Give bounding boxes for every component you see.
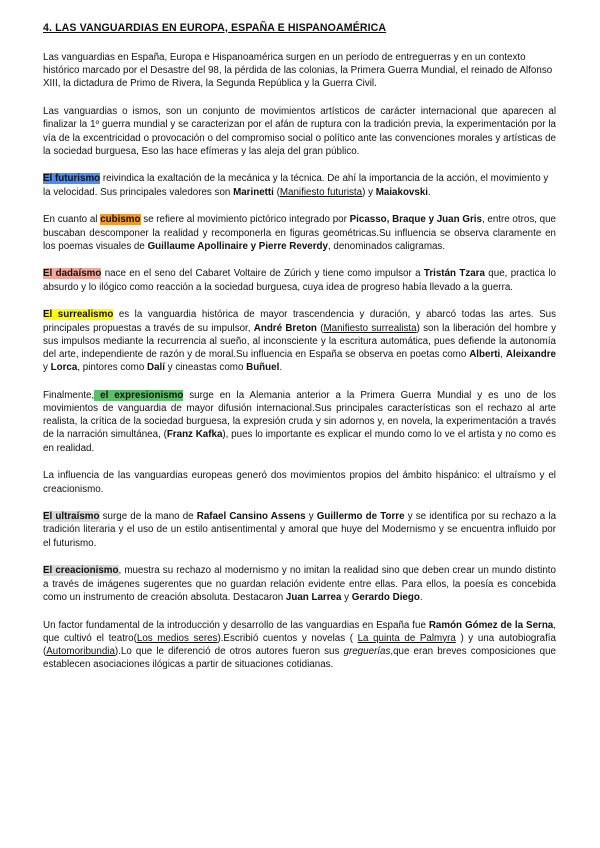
futurismo-highlight: El futurismo [43, 173, 101, 185]
surrealismo-paragraph: El surrealismo es la vanguardia histórica de mayor trascendencia y duración, y abarcó todas las artes. Sus principales propuestas a través de su impulsor, André Breton (Manifiesto surrealista) son la liberación del hombre y sus impulsos mediante la recurrencia al sueño, al inconsciente y la escritura automática, pues defiende la autonomía del arte, independiente de razón y de moral.Su influencia en España se observa en poetas como Alberti, Aleixandre y Lorca, pintores como Dalí y cineastas como Buñuel. [43, 309, 556, 374]
influencia-paragraph: La influencia de las vanguardias europeas generó dos movimientos propios del ámbito hispánico: el ultraísmo y el creacionismo. [43, 470, 556, 495]
manifesto-title: Manifiesto surrealista [323, 322, 417, 334]
work-title: La quinta de Palmyra [357, 632, 456, 644]
cubismo-paragraph: En cuanto al cubismo se refiere al movimiento pictórico integrado por Picasso, Braque y Juan Gris, entre otros, que buscaban descomponer la realidad y recomponerla en figuras geométricas.Su influencia se observa claramente en los poemas visuales de Guillaume Apollinaire y Pierre Reverdy, denominados caligramas. [43, 214, 557, 252]
intro-paragraph: Las vanguardias en España, Europa e Hispanoamérica surgen en un período de entreguerras y en un contexto histórico marcado por el Desastre del 98, la pérdida de las colonias, la Primera Guerra Mundial, el reinado de Alfonso XIII, la dictadura de Primo de Rivera, la Segunda República y la Guerra Civil. [43, 52, 553, 90]
expresionismo-paragraph: Finalmente, el expresionismo surge en la Alemania anterior a la Primera Guerra Mundial y es uno de los movimientos de vanguardia de mayor difusión internacional.Sus principales características son el rechazo al arte realista, la crítica de la sociedad burguesa, la expresión cruda y sin adornos y, en novela, la experimentación a través de la narración simultánea, (Franz Kafka), pues lo importante es explicar el mundo como lo ve el artista y no como es en realidad. [43, 389, 556, 454]
creacionismo-highlight: El creacionismo [43, 565, 119, 577]
futurismo-paragraph: El futurismo reivindica la exaltación de la mecánica y la técnica. De ahí la importancia de la acción, el movimiento y la velocidad. Sus principales valedores son Marinetti (Manifiesto futurista) y Maiakovski. [43, 173, 549, 198]
work-title: Automoribundia [46, 645, 115, 657]
gomez-de-la-serna-paragraph: Un factor fundamental de la introducción y desarrollo de las vanguardias en España fue Ramón Gómez de la Serna, que cultivó el teatro(Los medios seres).Escribió cuentos y novelas ( La quinta de Palmyra ) y una autobiografía (Automoribundia).Lo que le diferenció de otros autores fueron sus greguerías,que eran breves composiciones que establecen asociaciones ilógicas a partir de situaciones cotidianas. [43, 619, 556, 671]
work-title: Los medios seres [136, 632, 218, 644]
dadaismo-paragraph: El dadaísmo nace en el seno del Cabaret Voltaire de Zúrich y tiene como impulsor a Tristán Tzara que, practica lo absurdo y lo ilógico como reacción a la sociedad burguesa, cuya idea de progreso había llevado a la guerra. [43, 268, 556, 293]
section-title: 4. LAS VANGUARDIAS EN EUROPA, ESPAÑA E HISPANOAMÉRICA [43, 22, 387, 34]
definition-paragraph: Las vanguardias o ismos, son un conjunto de movimientos artísticos de carácter internacional que aparecen al finalizar la 1º guerra mundial y se caracterizan por el afán de ruptura con la tradición previa, la experimentación por la vía de la excentricidad o provocación o del compromiso social o político ante las convenciones morales y artísticas de la sociedad burguesa, Eso las hace efímeras y las aleja del gran público. [43, 106, 556, 157]
creacionismo-paragraph: El creacionismo, muestra su rechazo al modernismo y no imitan la realidad sino que deben crear un mundo distinto a través de imágenes sugerentes que no guardan relación evidente entre ellas. Para ellos, la poesía es concebida como un instrumento de creación absoluta. Destacaron Juan Larrea y Gerardo Diego. [43, 565, 556, 603]
ultraismo-highlight: El ultraísmo [43, 511, 100, 523]
ultraismo-paragraph: El ultraísmo surge de la mano de Rafael Cansino Assens y Guillermo de Torre y se identifica por su rechazo a la tradición literaria y el uso de un estilo antisentimental y amoral que huye del Modernismo y se encuentra influido por el futurismo. [43, 511, 557, 549]
cubismo-highlight: cubismo [100, 214, 141, 226]
surrealismo-highlight: El surrealismo [43, 309, 114, 321]
greguerias-term: greguerías [343, 645, 391, 657]
dadaismo-highlight: El dadaísmo [43, 268, 102, 280]
expresionismo-highlight: el expresionismo [94, 389, 184, 401]
manifesto-title: Manifiesto futurista [279, 186, 363, 198]
